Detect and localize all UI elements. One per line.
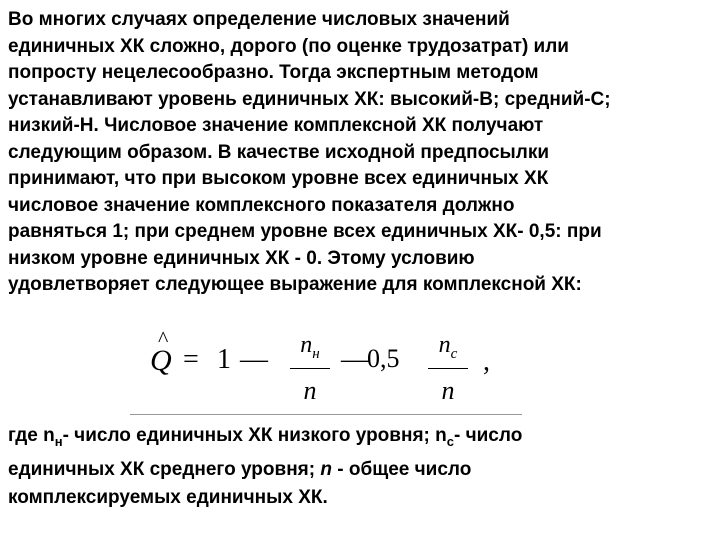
- formula-minus: —: [240, 344, 268, 375]
- formula-minus: —: [341, 344, 369, 375]
- paragraph-line: равняться 1; при среднем уровне всех единичных ХК- 0,5: при: [8, 221, 602, 242]
- fraction-denominator: n: [303, 376, 317, 405]
- definitions-paragraph: [8, 422, 713, 512]
- definitions-line: где $n_н-$ число единичных ХК низкого уровня; $n_с-$ число: [8, 425, 523, 449]
- paragraph-line: низком уровне единичных ХК - 0. Этому условию: [8, 247, 475, 269]
- complex-index-formula: [145, 326, 525, 416]
- paragraph-line: числовое значение комплексного показателя должно: [8, 194, 515, 216]
- fraction-numerator: $n_c$: [438, 332, 458, 362]
- paragraph-line: единичных ХК сложно, дорого (по оценке трудозатрат) или: [8, 35, 569, 57]
- fraction-bar: [428, 368, 468, 369]
- definitions-line: комплексируемых единичных ХК.: [8, 486, 328, 508]
- fraction-denominator: n: [441, 376, 455, 405]
- paragraph-line: удовлетворяет следующее выражение для комплексной ХК:: [8, 274, 582, 295]
- paragraph-line: устанавливают уровень единичных ХК: высокий-В; средний-С;: [8, 88, 611, 110]
- paragraph-line: следующим образом. В качестве исходной предпосылки: [8, 141, 550, 163]
- formula-coefficient: 0,5: [367, 344, 400, 373]
- formula-hat: ^: [158, 326, 169, 351]
- formula-q: Q: [150, 344, 172, 377]
- formula-equals: =: [183, 344, 199, 375]
- paragraph-line: низкий-Н. Числовое значение комплексной ХК получают: [8, 115, 544, 136]
- formula-comma: ,: [483, 346, 490, 377]
- paragraph-line: Во многих случаях определение числовых значений: [8, 9, 510, 30]
- fraction-numerator: $n_н$: [300, 332, 320, 362]
- definitions-line: единичных ХК среднего уровня; n - общее число: [8, 458, 472, 480]
- formula-one: 1: [217, 344, 231, 375]
- formula-underline-divider: [130, 414, 522, 415]
- formula-q-hat: [150, 326, 172, 378]
- body-paragraph: [8, 7, 713, 299]
- paragraph-line: попросту нецелесообразно. Тогда экспертным методом: [8, 62, 539, 83]
- fraction-bar: [290, 368, 330, 369]
- paragraph-line: принимают, что при высоком уровне всех единичных ХК: [8, 168, 549, 189]
